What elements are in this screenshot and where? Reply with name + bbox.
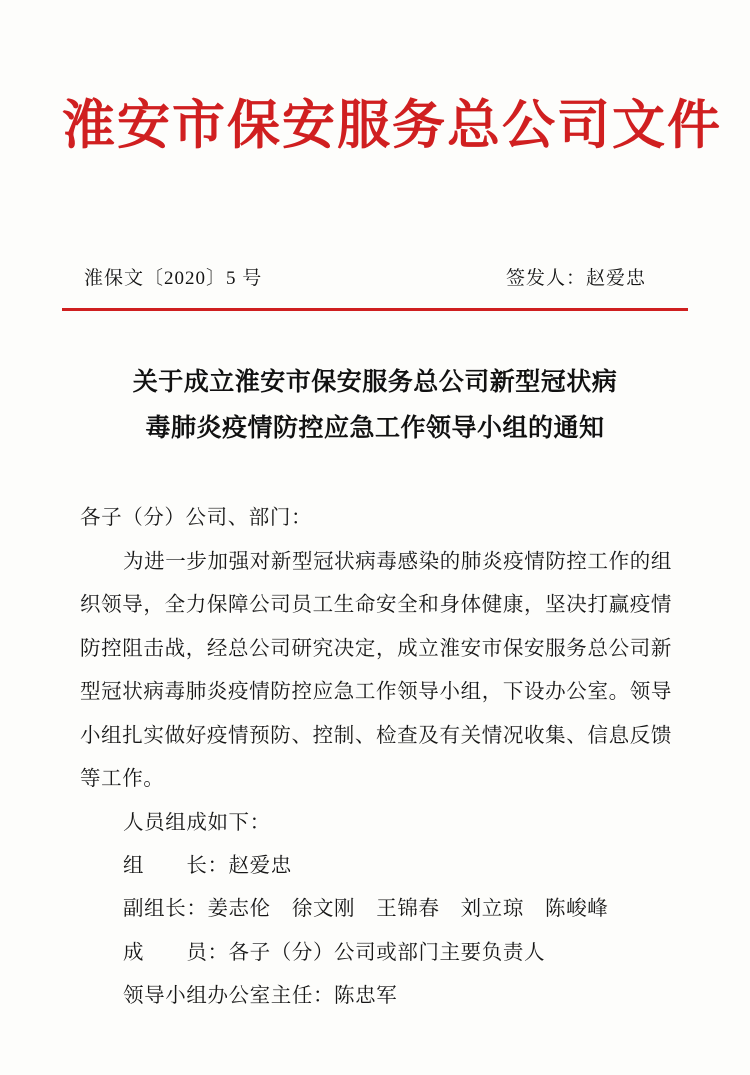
roster-names: 姜志伦 徐文刚 王锦春 刘立琼 陈峻峰 xyxy=(207,898,609,921)
red-divider-rule xyxy=(62,308,688,311)
roster-item xyxy=(80,845,672,888)
document-title xyxy=(62,359,688,452)
document-number: 淮保文〔2020〕5 号 xyxy=(84,268,263,290)
roster-role: 领导小组办公室主任： xyxy=(123,985,335,1008)
salutation: 各子（分）公司、部门： xyxy=(80,507,313,530)
document-title-line-2: 毒肺炎疫情防控应急工作领导小组的通知 xyxy=(145,413,605,443)
roster-names: 赵爱忠 xyxy=(228,854,292,877)
roster-names: 各子（分）公司或部门主要负责人 xyxy=(228,941,546,964)
document-body xyxy=(62,497,688,1018)
roster-role: 副组长： xyxy=(123,898,208,921)
roster-item xyxy=(80,932,672,975)
masthead-title: 淮安市保安服务总公司文件 xyxy=(62,94,722,156)
body-paragraph-1: 为进一步加强对新型冠状病毒感染的肺炎疫情防控工作的组织领导，全力保障公司员工生命安全和身体健康，坚决打赢疫情防控阻击战，经总公司研究决定，成立淮安市保安服务总公司新型冠状病毒肺炎疫情防控应急工作领导小组，下设办公室。领导小组扎实做好疫情预防、控制、检查及有关情况收集、信息反馈等工作。 xyxy=(80,550,672,791)
document-number-row xyxy=(62,263,688,290)
roster-intro: 人员组成如下： xyxy=(123,811,271,834)
roster-item xyxy=(80,888,672,931)
roster-names: 陈忠军 xyxy=(334,985,398,1008)
masthead xyxy=(62,0,722,156)
roster-role: 成 员： xyxy=(123,941,229,964)
roster-item xyxy=(80,975,672,1018)
roster-role: 组 长： xyxy=(123,854,229,877)
document-title-line-1: 关于成立淮安市保安服务总公司新型冠状病 xyxy=(132,366,618,396)
issuer-label: 签发人：赵爱忠 xyxy=(505,268,646,290)
